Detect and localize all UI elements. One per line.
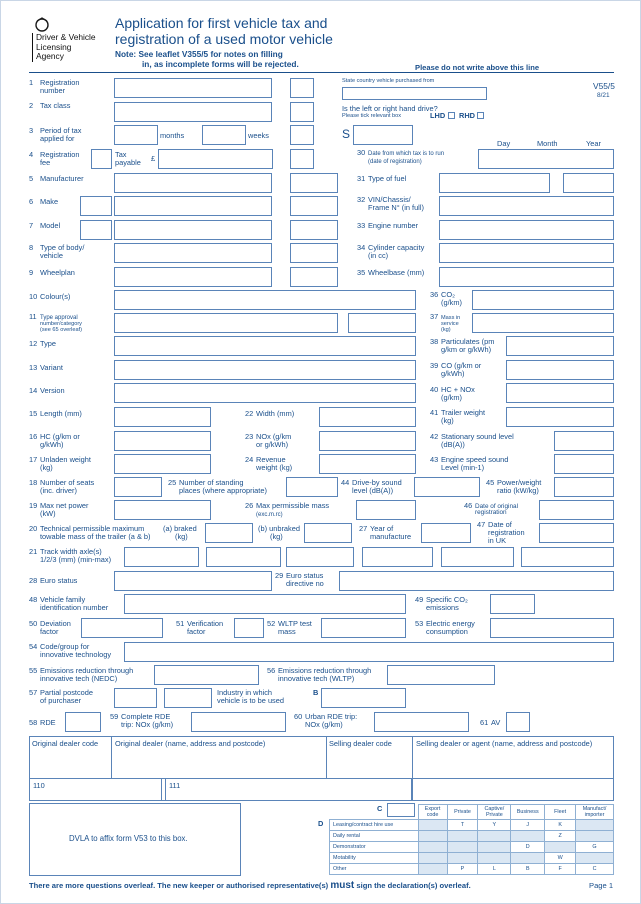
table-cell[interactable] — [418, 842, 447, 853]
label-41: 41 Trailer weight (kg) — [430, 408, 486, 426]
table-cell[interactable] — [418, 831, 447, 842]
label-25: 25 Number of standing places (where appropriate) — [168, 478, 267, 496]
vehicle-family-field[interactable] — [124, 594, 406, 614]
label-10: 10 Colour(s) — [29, 292, 71, 301]
code-111-label: 111 — [169, 781, 181, 790]
row-label: Demonstrator — [330, 842, 419, 853]
urban-rde-field[interactable] — [374, 712, 469, 732]
label-27: 27 Year of manufacture — [359, 524, 412, 542]
model-code[interactable] — [80, 220, 112, 240]
agency-line: Driver & Vehicle — [36, 32, 96, 42]
table-cell[interactable]: P — [447, 864, 478, 875]
label-43: 43 Engine speed sound Level (min-1) — [430, 455, 509, 473]
drive-by-sound-field[interactable] — [414, 477, 480, 497]
label-23: 23 NOx (g/km or g/kWh) — [245, 432, 292, 450]
form-title — [115, 16, 333, 47]
note-line: Note: See leaflet V355/5 for notes on filling — [115, 49, 283, 59]
model-field[interactable] — [114, 220, 272, 240]
nox-field[interactable] — [319, 431, 416, 451]
tax-payable-field[interactable] — [158, 149, 273, 169]
col-header: Fleet — [545, 805, 576, 820]
track-width-4[interactable] — [362, 547, 433, 567]
label-18: 18 Number of seats (inc. driver) — [29, 478, 95, 496]
label-2: 2 Tax class — [29, 101, 71, 110]
version-field[interactable] — [114, 383, 416, 403]
label-22: 22 Width (mm) — [245, 409, 295, 418]
registration-number-field[interactable] — [114, 78, 272, 98]
table-cell[interactable]: W — [545, 853, 576, 864]
model-extra[interactable] — [290, 220, 338, 240]
title-line: Application for first vehicle tax and — [115, 15, 328, 31]
label-49: 49 Specific CO₂ emissions — [415, 595, 468, 613]
table-cell[interactable]: Y — [478, 820, 511, 831]
form-number: V55/5 — [593, 81, 615, 91]
label-20a: (a) braked (kg) — [163, 524, 197, 542]
d-marker: D — [318, 819, 324, 828]
label-12: 12 Type — [29, 339, 57, 348]
label-15: 15 Length (mm) — [29, 409, 82, 418]
usage-table — [329, 804, 614, 875]
label-3: 3 Period of tax applied for — [29, 126, 82, 144]
tax-weeks-field[interactable] — [202, 125, 246, 145]
footer-note: There are more questions overleaf. The new keeper or authorised representative(s) must sign the declaration(s) overleaf. — [29, 880, 471, 891]
label-56: 56 Emissions reduction through innovative tech (WLTP) — [267, 666, 372, 684]
label-4: 4 Registration fee — [29, 150, 80, 168]
table-cell[interactable] — [478, 842, 511, 853]
year-manufacture-field[interactable] — [421, 523, 471, 543]
manufacturer-code[interactable] — [290, 173, 338, 193]
power-weight-field[interactable] — [554, 477, 614, 497]
tax-class-field[interactable] — [114, 102, 272, 122]
label-55: 55 Emissions reduction through innovative tech (NEDC) — [29, 666, 134, 684]
weeks-label: weeks — [248, 131, 269, 140]
electric-consumption-field[interactable] — [490, 618, 614, 638]
filling-note — [115, 50, 299, 69]
uk-reg-date-field[interactable] — [539, 523, 614, 543]
track-width-2[interactable] — [206, 547, 281, 567]
hc-nox-field[interactable] — [506, 383, 614, 403]
complete-rde-field[interactable] — [191, 712, 286, 732]
wltp-reduction-field[interactable] — [387, 665, 495, 685]
manufacturer-field[interactable] — [114, 173, 272, 193]
nedc-reduction-field[interactable] — [154, 665, 259, 685]
wheelbase-field[interactable] — [439, 267, 614, 287]
selling-dealer-code-label: Selling dealer code — [329, 739, 392, 748]
track-width-1[interactable] — [124, 547, 199, 567]
label-5: 5 Manufacturer — [29, 174, 84, 183]
table-cell[interactable]: J — [511, 820, 545, 831]
label-11: 11 Type approval number/category (see 65 overleaf) — [29, 312, 82, 334]
label-14: 14 Version — [29, 386, 65, 395]
unbraked-field[interactable] — [304, 523, 352, 543]
label-9: 9 Wheelplan — [29, 268, 75, 277]
rhd-checkbox[interactable] — [477, 112, 484, 119]
table-cell[interactable] — [418, 864, 447, 875]
month-label: Month — [537, 139, 558, 148]
pound-sign: £ — [151, 154, 156, 163]
label-37: 37 Mass in service (kg) — [430, 312, 461, 334]
track-width-5[interactable] — [441, 547, 514, 567]
tax-months-field[interactable] — [114, 125, 158, 145]
rhd-label: RHD — [459, 111, 476, 120]
table-cell[interactable] — [478, 831, 511, 842]
v53-note: DVLA to affix form V53 to this box. — [69, 834, 188, 843]
industry-field[interactable] — [321, 688, 406, 708]
label-29: 29 Euro status directive no — [275, 571, 324, 589]
label-46: 46 Date of original registration — [464, 501, 518, 517]
rde-field[interactable] — [65, 712, 101, 732]
tax-payable-label: Tax payable — [115, 150, 141, 168]
table-cell[interactable] — [511, 831, 545, 842]
body-type-code[interactable] — [290, 243, 338, 263]
revenue-weight-field[interactable] — [319, 454, 416, 474]
label-57: 57 Partial postcode of purchaser — [29, 688, 93, 706]
type-approval-field[interactable] — [114, 313, 338, 333]
wltp-mass-field[interactable] — [321, 618, 406, 638]
make-field[interactable] — [114, 196, 272, 216]
wheelplan-field[interactable] — [114, 267, 272, 287]
months-label: months — [160, 131, 185, 140]
table-row — [330, 853, 614, 864]
day-label: Day — [497, 139, 511, 148]
label-19: 19 Max net power (kW) — [29, 501, 89, 519]
table-cell[interactable]: F — [545, 864, 576, 875]
label-20b: (b) unbraked (kg) — [258, 524, 300, 542]
col-header: Manufact/ importer — [576, 805, 614, 820]
state-country-label: State country vehicle purchased from — [342, 78, 435, 84]
selling-dealer-label: Selling dealer or agent (name, address and postcode) — [416, 739, 593, 748]
label-7: 7 Model — [29, 221, 61, 230]
label-50: 50 Deviation factor — [29, 619, 71, 637]
make-extra[interactable] — [290, 196, 338, 216]
label-53: 53 Electric energy consumption — [415, 619, 475, 637]
max-net-power-field[interactable] — [114, 500, 211, 520]
col-header: Business — [511, 805, 545, 820]
label-47: 47 Date of registration in UK — [477, 520, 525, 546]
col-header: Export code — [418, 805, 447, 820]
table-cell[interactable] — [418, 853, 447, 864]
label-21: 21 Track width axle(s) 1/2/3 (mm) (min-max) — [29, 547, 112, 565]
label-59: 59 Complete RDE trip: NOx (g/km) — [110, 712, 174, 730]
rule-line — [29, 72, 614, 73]
table-cell[interactable]: B — [511, 864, 545, 875]
label-16: 16 HC (g/km or g/kWh) — [29, 432, 80, 450]
label-54: 54 Code/group for innovative technology — [29, 642, 112, 660]
table-row — [330, 842, 614, 853]
length-field[interactable] — [114, 407, 211, 427]
table-cell[interactable] — [447, 831, 478, 842]
lhd-checkbox[interactable] — [448, 112, 455, 119]
specific-co2-field[interactable] — [490, 594, 535, 614]
body-type-field[interactable] — [114, 243, 272, 263]
table-row — [330, 820, 614, 831]
postcode-field-1[interactable] — [114, 688, 157, 708]
hc-field[interactable] — [114, 431, 211, 451]
braked-field[interactable] — [205, 523, 253, 543]
table-cell[interactable]: D — [511, 842, 545, 853]
postcode-field-2[interactable] — [164, 688, 212, 708]
seats-field[interactable] — [114, 477, 162, 497]
row-label: Leasing/contract hire use — [330, 820, 419, 831]
table-cell[interactable]: G — [576, 842, 614, 853]
label-8: 8 Type of body/ vehicle — [29, 243, 85, 261]
table-cell[interactable] — [545, 842, 576, 853]
deviation-factor-field[interactable] — [81, 618, 163, 638]
do-not-write-note: Please do not write above this line — [415, 63, 540, 72]
label-39: 39 CO (g/km or g/kWh) — [430, 361, 482, 379]
form-revision: 8/21 — [597, 92, 610, 99]
table-cell[interactable]: T — [447, 820, 478, 831]
page-number: Page 1 — [589, 881, 614, 890]
tax-start-date-field[interactable] — [478, 149, 614, 169]
label-34: 34 Cylinder capacity (in cc) — [357, 243, 425, 261]
label-38: 38 Particulates (pm g/km or g/kWh) — [430, 337, 495, 355]
label-13: 13 Variant — [29, 363, 63, 372]
dvla-logo — [29, 15, 107, 69]
table-cell[interactable] — [447, 842, 478, 853]
type-field[interactable] — [114, 336, 416, 356]
row-label: Daily rental — [330, 831, 419, 842]
width-field[interactable] — [319, 407, 416, 427]
tick-note: Please tick relevant box — [342, 113, 402, 119]
registration-fee-field[interactable] — [91, 149, 112, 169]
variant-field[interactable] — [114, 360, 416, 380]
tax-period-extra[interactable] — [290, 125, 314, 145]
code-110-label: 110 — [33, 781, 45, 790]
innovative-tech-field[interactable] — [124, 642, 614, 662]
verification-factor-field[interactable] — [234, 618, 264, 638]
lhd-question: Is the left or right hand drive? — [342, 104, 438, 113]
tax-class-extra[interactable] — [290, 102, 314, 122]
stationary-sound-field[interactable] — [554, 431, 614, 451]
label-51: 51 Verification factor — [176, 619, 224, 637]
lhd-label: LHD — [430, 111, 446, 120]
trailer-weight-field[interactable] — [506, 407, 614, 427]
av-field[interactable] — [506, 712, 530, 732]
table-cell[interactable]: L — [478, 864, 511, 875]
label-52: 52 WLTP test mass — [267, 619, 312, 637]
label-1: 1 Registration number — [29, 78, 80, 96]
title-line: registration of a used motor vehicle — [115, 30, 333, 47]
table-cell[interactable] — [478, 853, 511, 864]
label-58: 58 RDE — [29, 718, 56, 727]
standing-places-field[interactable] — [286, 477, 338, 497]
original-dealer-code-label: Original dealer code — [32, 739, 99, 748]
s-field[interactable] — [353, 125, 413, 145]
label-30: 30 Date from which tax is to run (date of registration) — [357, 148, 445, 166]
euro-status-field[interactable] — [114, 571, 272, 591]
table-cell[interactable]: Z — [545, 831, 576, 842]
table-cell[interactable] — [576, 831, 614, 842]
label-31: 31 Type of fuel — [357, 174, 407, 183]
table-cell[interactable] — [447, 853, 478, 864]
fuel-type-code[interactable] — [563, 173, 614, 193]
code-111-field[interactable] — [165, 778, 412, 801]
table-cell[interactable] — [418, 820, 447, 831]
co-field[interactable] — [506, 360, 614, 380]
original-reg-date-field[interactable] — [539, 500, 614, 520]
table-cell[interactable] — [576, 820, 614, 831]
label-45: 45 Power/weight ratio (kW/kg) — [486, 478, 542, 496]
original-dealer-label: Original dealer (name, address and postcode) — [115, 739, 266, 748]
make-code[interactable] — [80, 196, 112, 216]
label-28: 28 Euro status — [29, 576, 78, 585]
table-cell[interactable]: K — [545, 820, 576, 831]
agency-line: Agency — [36, 51, 64, 62]
mass-in-service-field[interactable] — [472, 313, 614, 333]
industry-label: Industry in which vehicle is to be used — [217, 688, 284, 706]
max-mass-field[interactable] — [356, 500, 416, 520]
tax-payable-pence[interactable] — [290, 149, 314, 169]
track-width-3[interactable] — [286, 547, 354, 567]
label-33: 33 Engine number — [357, 221, 419, 230]
col-header: Captive/ Private — [478, 805, 511, 820]
year-label: Year — [586, 139, 601, 148]
vin-field[interactable] — [439, 196, 614, 216]
euro-directive-field[interactable] — [339, 571, 614, 591]
label-6: 6 Make — [29, 197, 59, 206]
particulates-field[interactable] — [506, 336, 614, 356]
state-country-field[interactable] — [342, 87, 487, 100]
label-40: 40 HC + NOx (g/km) — [430, 385, 475, 403]
registration-number-extra[interactable] — [290, 78, 314, 98]
col-header: Private — [447, 805, 478, 820]
label-44: 44 Drive-by sound level (dB(A)) — [341, 478, 402, 496]
fuel-type-field[interactable] — [439, 173, 550, 193]
label-36: 36 CO₂ (g/km) — [430, 290, 462, 308]
table-row — [330, 831, 614, 842]
label-26: 26 Max permissible mass (exc.m.rc) — [245, 501, 330, 519]
engine-speed-sound-field[interactable] — [554, 454, 614, 474]
label-32: 32 VIN/Chassis/ Frame N° (in full) — [357, 195, 424, 213]
engine-number-field[interactable] — [439, 220, 614, 240]
table-cell[interactable]: C — [576, 864, 614, 875]
row-label: Motability — [330, 853, 419, 864]
label-42: 42 Stationary sound level (dB(A)) — [430, 432, 514, 450]
label-48: 48 Vehicle family identification number — [29, 595, 109, 613]
wheelplan-code[interactable] — [290, 267, 338, 287]
note-line: in, as incomplete forms will be rejected. — [142, 58, 299, 69]
table-cell[interactable] — [511, 853, 545, 864]
b-marker: B — [313, 688, 319, 697]
c-marker: C — [377, 804, 383, 813]
agency-line: Licensing — [36, 41, 72, 52]
unladen-weight-field[interactable] — [114, 454, 211, 474]
co2-field[interactable] — [472, 290, 614, 310]
label-20: 20 Technical permissible maximum towable mass of the trailer (a & b) — [29, 524, 151, 542]
code-110-field[interactable] — [29, 778, 162, 801]
table-cell[interactable] — [576, 853, 614, 864]
colour-field[interactable] — [114, 290, 416, 310]
track-width-6[interactable] — [521, 547, 614, 567]
label-60: 60 Urban RDE trip: NOx (g/km) — [294, 712, 358, 730]
type-approval-category[interactable] — [348, 313, 416, 333]
row-label: Other — [330, 864, 419, 875]
crest-icon — [33, 17, 51, 33]
s-marker: S — [342, 127, 351, 141]
cylinder-capacity-field[interactable] — [439, 243, 614, 263]
label-35: 35 Wheelbase (mm) — [357, 268, 425, 277]
label-24: 24 Revenue weight (kg) — [245, 455, 293, 473]
label-17: 17 Unladen weight (kg) — [29, 455, 91, 473]
table-row — [330, 864, 614, 875]
label-61: 61 AV — [480, 718, 501, 727]
